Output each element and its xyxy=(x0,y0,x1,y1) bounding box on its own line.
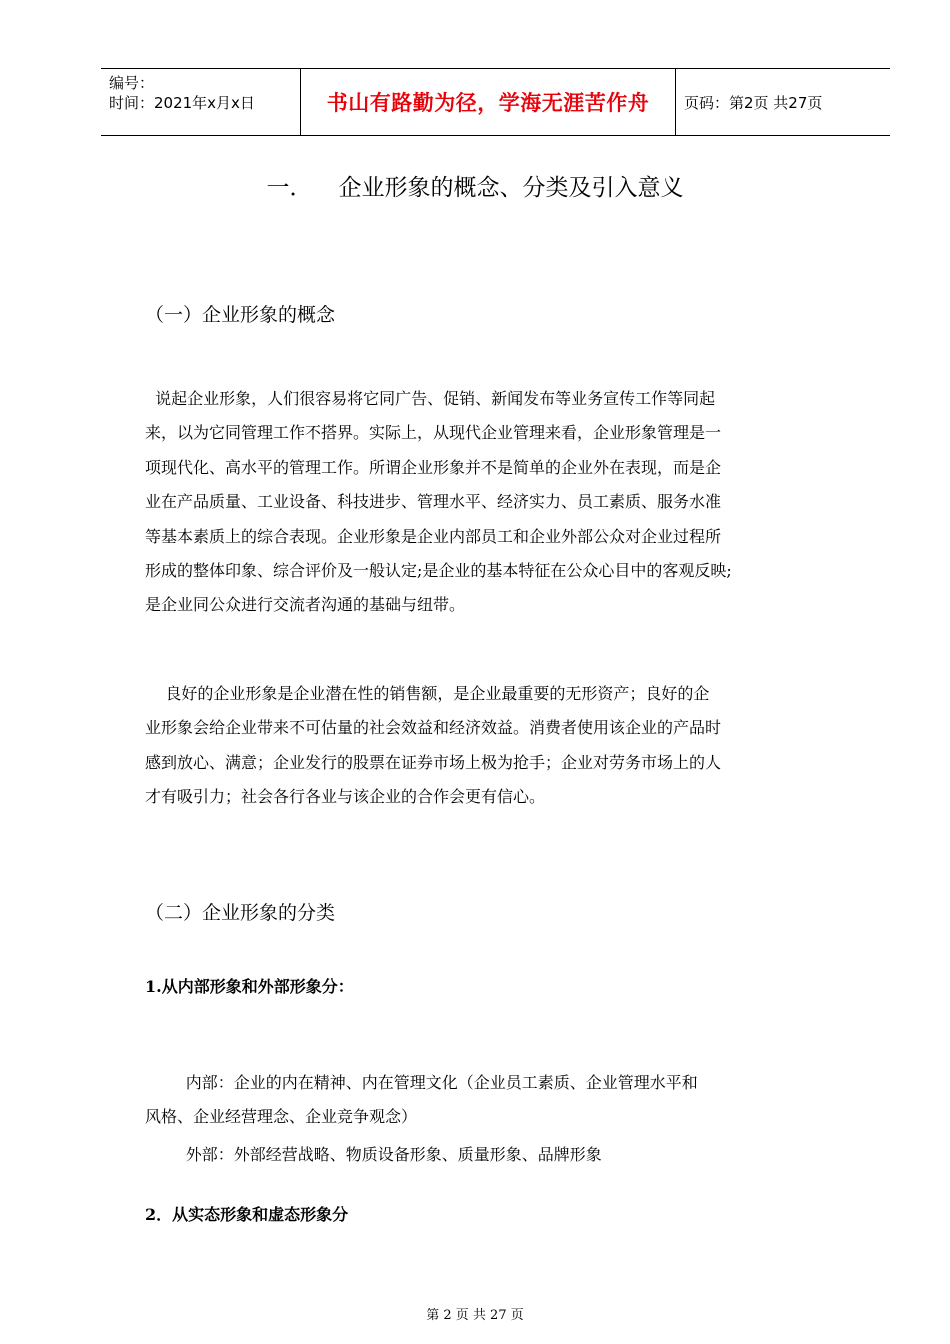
section2-heading: （二）企业形象的分类 xyxy=(145,902,336,924)
paragraph-line: 风格、企业经营理念、企业竞争观念） xyxy=(145,1107,418,1127)
paragraph-line: 业形象会给企业带来不可估量的社会效益和经济效益。消费者使用该企业的产品时 xyxy=(145,718,722,738)
header-motto: 书山有路勤为径，学海无涯苦作舟 xyxy=(301,69,676,135)
paragraph-line: 业在产品质量、工业设备、科技进步、管理水平、经济实力、员工素质、服务水准 xyxy=(145,492,722,512)
paragraph-line: 内部：企业的内在精神、内在管理文化（企业员工素质、企业管理水平和 xyxy=(145,1073,698,1092)
paragraph-line: 良好的企业形象是企业潜在性的销售额，是企业最重要的无形资产；良好的企 xyxy=(145,684,710,703)
title-number: 一． xyxy=(266,175,313,201)
page-header xyxy=(101,68,890,136)
subsection1-heading: 1.从内部形象和外部形象分： xyxy=(145,977,354,996)
section1-heading: （一）企业形象的概念 xyxy=(145,304,336,326)
paragraph-line: 感到放心、满意；企业发行的股票在证券市场上极为抢手；企业对劳务市场上的人 xyxy=(145,752,722,772)
section1-paragraph1 xyxy=(145,382,855,623)
external-paragraph xyxy=(145,1138,855,1172)
paragraph-line: 说起企业形象，人们很容易将它同广告、促销、新闻发布等业务宣传工作等同起 xyxy=(145,389,716,408)
document-title xyxy=(0,168,950,208)
paragraph-line: 项现代化、高水平的管理工作。所谓企业形象并不是简单的企业外在表现，而是企 xyxy=(145,457,722,477)
paragraph-line: 等基本素质上的综合表现。企业形象是企业内部员工和企业外部公众对企业过程所 xyxy=(145,526,722,546)
paragraph-line: 外部：外部经营战略、物质设备形象、质量形象、品牌形象 xyxy=(145,1145,602,1164)
header-page-label: 页码：第2页 共27页 xyxy=(684,93,823,112)
header-meta xyxy=(101,69,301,135)
page-footer: 第 2 页 共 27 页 xyxy=(426,1308,524,1323)
paragraph-line: 是企业同公众进行交流者沟通的基础与纽带。 xyxy=(145,595,466,615)
paragraph-line: 形成的整体印象、综合评价及一般认定;是企业的基本特征在公众心目中的客观反映; xyxy=(145,561,732,581)
number-label: 编号： xyxy=(109,74,155,92)
subsection2-heading: 2．从实态形象和虚态形象分 xyxy=(145,1205,349,1224)
section1-paragraph2 xyxy=(145,677,855,815)
title-text: 企业形象的概念、分类及引入意义 xyxy=(338,175,684,201)
paragraph-line: 才有吸引力；社会各行各业与该企业的合作会更有信心。 xyxy=(145,787,546,807)
time-label: 时间：2021年x月x日 xyxy=(109,94,255,112)
paragraph-line: 来，以为它同管理工作不搭界。实际上，从现代企业管理来看，企业形象管理是一 xyxy=(145,423,722,443)
internal-paragraph xyxy=(145,1066,855,1135)
